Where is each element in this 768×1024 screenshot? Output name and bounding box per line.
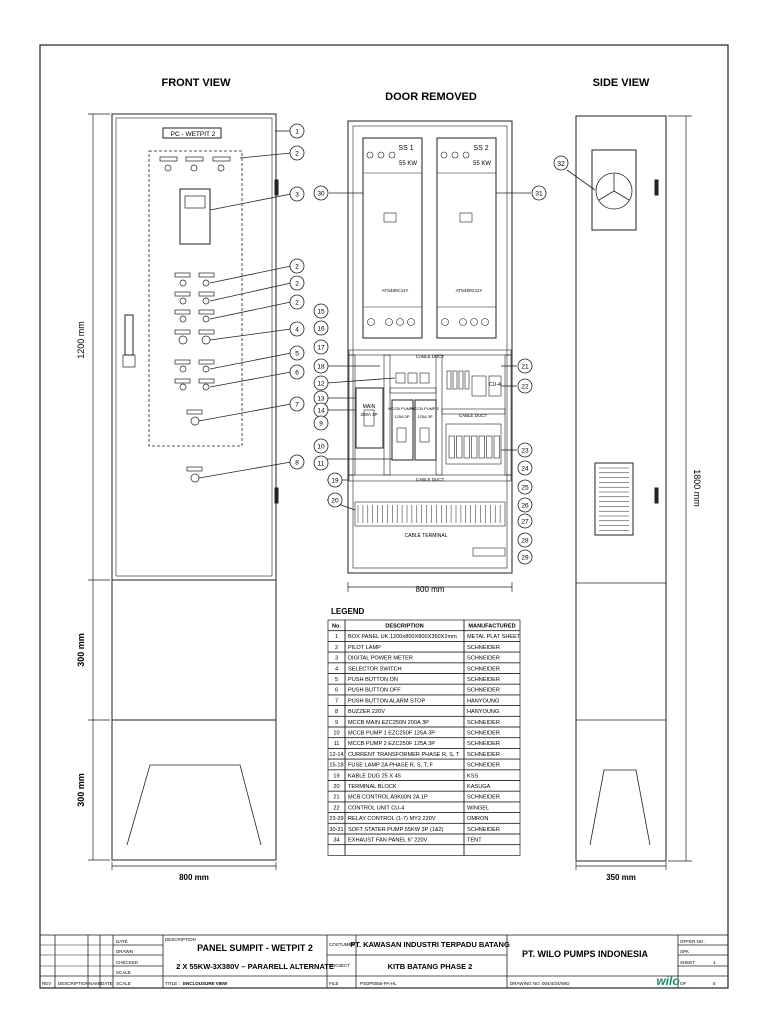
ss1-label: SS 1 [398,145,414,152]
door-balloon-left-11 [328,493,342,507]
tb-sheet-label: SHEET [680,960,696,965]
door-balloon-right-3-label: 24 [521,465,529,473]
door-balloon-left-5-label: 13 [317,395,325,403]
door-balloon-right-4 [518,480,532,494]
tb-company: PT. WILO PUMPS INDONESIA [521,949,649,959]
legend-cell: SCHNEIDER [467,751,500,758]
door-balloon-left-1 [314,321,328,335]
mccb-main [356,388,383,448]
door-balloon-left-8 [314,439,328,453]
door-balloon-left-4 [314,376,328,390]
door-handle [125,315,133,355]
legend-cell: KSS [467,773,479,780]
legend-cell: KABLE DUG 25 X 45 [348,773,401,780]
side-louver [595,463,633,535]
front-balloon-6-label: 4 [295,326,299,334]
door-balloon-right-1 [518,379,532,393]
legend-cell: OMRON [467,816,489,823]
legend-cell: SELECTOR SWITCH [348,666,402,673]
legend-cell: 19 [333,773,340,780]
tb-costumer-label: COSTUMER [329,942,355,947]
ss2-label: SS 2 [473,145,489,152]
legend-cell: SCHNEIDER [467,719,500,726]
side-view [567,116,692,870]
dim-base-1: 300 mm [76,633,86,667]
door-balloon-right-7-label: 28 [521,537,529,545]
legend-cell: SOFT STATER PUMP 55KW 3P (1&2) [348,826,444,833]
legend-cell: MCCB PUMP 2 EZC250F 125A 3P [348,741,435,748]
front-balloon-3-label: 2 [295,263,299,271]
front-balloon-1 [290,146,304,160]
tb-drawing-value: 004/4/24/WID [542,981,570,986]
door-balloon-left-10 [328,473,342,487]
dim-base-2: 300 mm [76,773,86,807]
door-balloon-right-2 [518,443,532,457]
wilo-logo: wilo [656,974,680,988]
tb-title-label: TITLE : [165,981,180,986]
door-balloon-left-9 [314,456,328,470]
legend-cell: 3 [334,655,339,662]
legend-cell: 23-29 [329,816,344,823]
legend-cell: HANYOUNG [467,709,500,716]
legend-cell: 11 [333,741,340,748]
base-cutout [127,765,261,845]
legend-cell: RELAY CONTROL (1-7) MY2 220V [348,816,436,823]
legend-cell: 34 [333,837,340,844]
tb-drawing-label: DRAWING NO. : [510,981,544,986]
door-balloon-right-4-label: 25 [521,484,529,492]
door-balloon-left-3-label: 18 [317,363,325,371]
tb-file-label: FILE [329,981,339,986]
legend-cell: 9 [334,719,339,726]
legend-cell: CONTROL UNIT CU-4 [348,805,405,812]
door-balloon-right-8-label: 29 [521,554,529,562]
dim-side-height: 1800 mm [692,469,702,507]
door-balloon-right-7 [518,533,532,547]
mccb-pump2-label: MCCB PUMP 2 [411,406,439,411]
legend-header-2: MANUFACTURED [468,623,516,630]
door-balloon-right-0-label: 21 [521,363,529,371]
door-balloon-31-label: 31 [535,190,543,198]
legend-cell: BUZZER 220V [348,709,385,716]
mccb-pump2-spec: 125A 3P [417,414,433,419]
door-balloon-right-0 [518,359,532,373]
front-balloon-6 [290,322,304,336]
legend-cell: 7 [334,698,339,705]
tb-of-value: 5 [713,981,716,986]
door-balloon-left-9-label: 11 [317,460,325,468]
door-balloon-right-5 [518,498,532,512]
door-balloon-30 [314,186,328,200]
legend-cell: CURRENT TRANSFORMER PHASE R, S, T [348,751,460,758]
legend-header-1: DESCRIPTION [385,623,424,630]
door-balloon-right-2-label: 23 [521,447,529,455]
door-balloon-left-0 [314,304,328,318]
power-meter [180,189,210,244]
front-balloon-7-label: 5 [295,350,299,358]
legend-cell: TENT [467,837,482,844]
door-balloon-left-6-label: 14 [317,407,325,415]
cable-duct-top: CABLE DUCT [415,354,445,359]
front-balloon-0 [290,124,304,138]
front-balloons [290,124,304,469]
legend-cell: PUSH BUTTON ALARM STOP [348,698,426,705]
side-base-cutout [590,770,650,845]
door-balloon-left-7 [314,416,328,430]
legend-cell: 5 [334,677,339,683]
ss1-kw: 55 KW [398,161,418,167]
tb-offer-label: OFFER NO : [680,939,706,944]
sheet-border [40,45,728,988]
front-panel-body [112,114,276,580]
front-balloon-2-label: 3 [295,191,299,199]
mccb-pump1-label: MCCB PUMP 1 [388,406,416,411]
legend-cell: SCHNEIDER [467,741,500,748]
front-balloon-7 [290,346,304,360]
door-balloon-31 [532,186,546,200]
door-balloon-left-0-label: 15 [317,308,325,316]
door-balloon-right-3 [518,461,532,475]
main-spec: 200A 3P [360,412,378,417]
front-view-title: FRONT VIEW [161,77,231,89]
front-balloon-5-label: 2 [295,299,299,307]
tb-checked-label: CHECKED [116,960,139,965]
legend-cell: SCHNEIDER [467,655,500,662]
side-view-title: SIDE VIEW [592,77,650,89]
tb-of-label: OF [680,981,687,986]
legend-cell: SCHNEIDER [467,677,500,683]
legend-cell: MCCB MAIN EZC250N 200A 3P [348,719,429,726]
svg-text:32: 32 [557,161,565,168]
legend-cell: KASUGA [467,784,491,790]
front-balloon-9 [290,397,304,411]
main-label: MAIN [362,404,376,410]
door-balloon-right-6-label: 27 [521,518,529,526]
front-balloon-3 [290,259,304,273]
ss2-model: ATS480C11Y [455,288,483,293]
legend-cell: 22 [333,805,340,812]
legend-cell: 15-18 [329,762,344,769]
front-base-1 [112,580,276,720]
door-balloon-left-8-label: 10 [317,443,325,451]
front-balloon-2 [290,187,304,201]
door-balloon-left-11-label: 20 [331,497,339,505]
legend-cell: SCHNEIDER [467,730,500,737]
front-balloon-10 [290,455,304,469]
cable-terminal-label: CABLE TERMINAL [404,533,448,539]
soft-starter-1 [363,138,422,338]
cable-duct-bottom: CABLE DUCT [415,477,445,482]
legend-cell: 12-14 [329,751,344,758]
tb-panel-subtitle: 2 X 55KW-3X380V – PARARELL ALTERNATE [176,962,334,971]
legend-cell: WINGEL [467,805,490,812]
balloon-32 [554,156,568,170]
dim-front-height: 1200 mm [76,321,86,359]
legend-cell: 30-31 [329,826,344,833]
tb-description-label: DESCRIPTION [58,981,89,986]
door-balloon-left-4-label: 12 [317,380,325,388]
legend-cell: TERMINAL BLOCK [348,784,397,790]
legend-cell: 21 [333,794,340,801]
side-panel-body [576,116,666,861]
door-balloon-30-label: 30 [317,190,325,198]
legend-cell: 10 [333,730,340,737]
soft-starter-2 [437,138,496,338]
door-balloon-right-6 [518,514,532,528]
legend-table [328,620,521,855]
tb-costumer-value: PT. KAWASAN INDUSTRI TERPADU BATANG [350,940,510,949]
legend-cell: MCB CONTROL A9K60N 2A 1P [348,794,428,801]
tb-desc-small: DESCRIPTION [165,937,196,942]
door-balloon-left-1-label: 16 [317,325,325,333]
legend-header-0: No. [331,623,342,630]
legend-cell: 4 [334,666,339,673]
door-balloon-right-8 [518,550,532,564]
door-balloon-left-10-label: 19 [331,477,339,485]
legend-cell: PUSH BUTTON ON [348,677,398,683]
front-balloon-8 [290,365,304,379]
tb-title-value: ENCLOUSURE VIEW [183,981,228,986]
front-balloon-10-label: 8 [295,459,299,467]
tb-sheet-value: 1 [713,960,716,965]
front-balloon-0-label: 1 [295,128,299,136]
legend-cell: PILOT LAMP [348,644,381,651]
component-area [149,151,242,446]
tb-file-value: PSDP5555-PA-HL [360,981,397,986]
tb-project-label: PROJECT [329,963,351,968]
dim-front-width: 800 mm [179,873,209,882]
legend-cell: SCHNEIDER [467,644,500,651]
front-balloon-4-label: 2 [295,280,299,288]
tb-project-value: KITB BATANG PHASE 2 [387,962,473,971]
door-balloon-left-2-label: 17 [317,344,325,352]
tb-name-label: NAME [89,981,103,986]
legend-cell: 6 [334,687,339,694]
cable-duct-mid: CABLE DUCT [458,413,488,418]
legend-cell: SCHNEIDER [467,794,500,801]
legend-cell: SCHNEIDER [467,826,500,833]
dim-side-width: 350 mm [606,873,636,882]
legend-cell: FUSE LAMP 2A PHASE R, S, T, F [348,762,433,769]
front-balloon-4 [290,276,304,290]
legend-cell: 2 [334,644,339,651]
front-plate-label: PC - WETPIT 2 [170,131,216,138]
tb-date-col-label: DATE [101,981,113,986]
door-balloon-left-7-label: 9 [319,420,323,428]
legend-cell: METAL PLAT SHEET [467,634,521,641]
tb-date-label: DATE [116,939,128,944]
door-removed-title: DOOR REMOVED [385,91,477,103]
door-balloon-left-2 [314,340,328,354]
legend-cell: BOX PANEL UK.1200x800X800X350X2mm [348,634,457,641]
tb-panel-title: PANEL SUMPIT - WETPIT 2 [197,943,313,953]
legend-cell: 20 [333,784,340,790]
front-balloon-5 [290,295,304,309]
legend-cell: 8 [334,709,339,716]
tb-scale-col-label: SCALE [116,981,131,986]
ss1-model: ATS480C11Y [381,288,409,293]
door-balloon-right-5-label: 26 [521,502,529,510]
door-balloon-left-6 [314,403,328,417]
front-balloon-9-label: 7 [295,401,299,409]
legend-cell: 1 [334,634,339,641]
legend-title: LEGEND [331,607,365,616]
door-labels [360,145,501,594]
front-balloon-8-label: 6 [295,369,299,377]
tb-drawn-label: DRAWN [116,949,133,954]
legend-cell: HANYOUNG [467,698,500,705]
front-view [112,114,291,860]
legend-cell: PUSH BUTTON OFF [348,687,401,694]
front-base-2 [112,720,276,860]
legend-cell: DIGITAL POWER METER [348,655,413,662]
door-balloon-left-3 [314,359,328,373]
door-balloon-right-1-label: 22 [521,383,529,391]
tb-spk-label: SPK [680,949,690,954]
legend-cell: MCCB PUMP 1 EZC250F 125A 3P [348,730,435,737]
tb-scale-label: SCALE [116,970,131,975]
dim-door-width: 800 mm [415,585,445,594]
legend-cell: SCHNEIDER [467,762,500,769]
legend-cell: SCHNEIDER [467,687,500,694]
legend-cell: EXHAUST FAN PANEL 6" 220V [348,837,428,844]
legend-cell: SCHNEIDER [467,666,500,673]
ss2-kw: 55 KW [472,161,492,167]
mccb-pump1-spec: 125A 3P [394,414,410,419]
cu4-label: CU-4 [489,382,501,388]
front-balloon-1-label: 2 [295,150,299,158]
tb-rev-label: REV [42,981,52,986]
